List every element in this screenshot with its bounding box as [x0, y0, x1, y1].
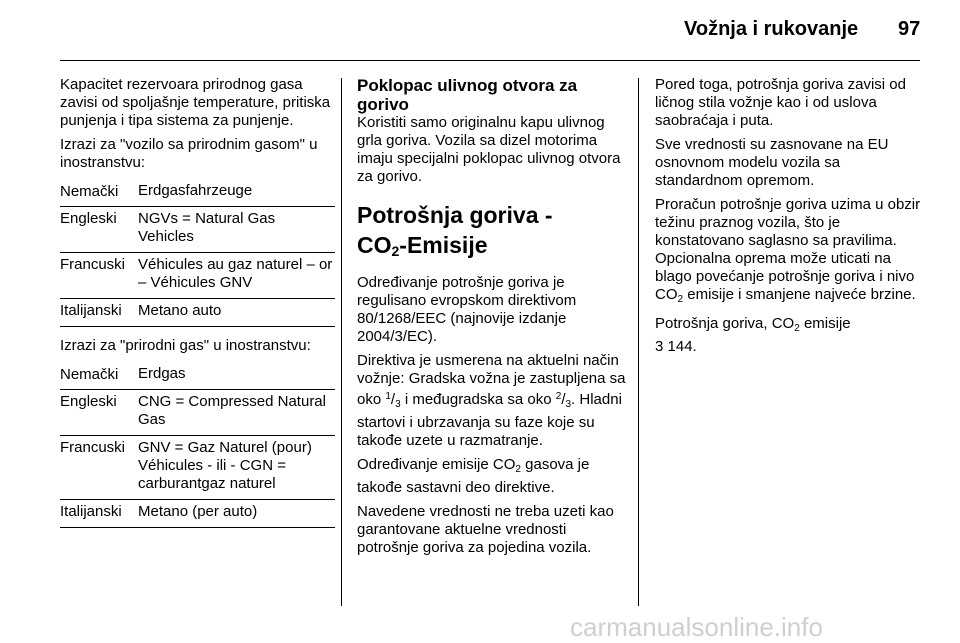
fraction-denominator: 3: [395, 399, 401, 410]
language-cell: Francuski: [60, 439, 126, 456]
subscript: 2: [515, 464, 521, 475]
column-divider-1: [341, 78, 342, 606]
text-run: emisije: [799, 315, 851, 332]
table1-heading: Izrazi za "vozilo sa prirodnim gasom" u inostranstvu:: [60, 136, 318, 171]
term-cell: CNG = Compressed Natural Gas: [138, 393, 326, 428]
table-row: [60, 390, 335, 436]
language-cell: Nemački: [60, 366, 119, 383]
term-cell: GNV = Gaz Naturel (pour) Véhicules - ili - CGN = carburantgaz naturel: [138, 439, 312, 492]
page-header-title: Vožnja i rukovanje: [684, 18, 859, 40]
table-row: [60, 253, 335, 299]
table-row: [60, 180, 335, 207]
table-row: [60, 299, 335, 327]
watermark: carmanualsonline.info: [570, 612, 823, 642]
term-cell: NGVs = Natural Gas Vehicles: [138, 210, 276, 245]
table2-heading: Izrazi za "prirodni gas" u inostranstvu:: [60, 337, 311, 354]
language-cell: Francuski: [60, 256, 126, 273]
directive-paragraph: Određivanje potrošnje goriva je regulisano evropskom direktivom 80/1268/EEC (najnovije izdanje 2004/3/EC).: [357, 274, 577, 345]
text-run: emisije i smanjene najveće brzine.: [683, 286, 916, 303]
disclaimer-paragraph: Navedene vrednosti ne treba uzeti kao garantovane aktuelne vrednosti potrošnje goriva za pojedina vozila.: [357, 503, 614, 556]
language-cell: Italijanski: [60, 302, 122, 319]
calculation-paragraph: [655, 196, 925, 309]
column-2: [357, 76, 629, 563]
fraction-numerator: 1: [385, 391, 391, 402]
chapter-heading-fuel-consumption: [357, 200, 629, 266]
text-run: Direktiva je usmerena na aktuelni način vožnje: Gradska vožna je zastupljena sa oko: [357, 352, 626, 408]
term-cell: Erdgasfahrzeuge: [138, 182, 253, 199]
chapter-heading-subscript: 2: [391, 243, 400, 259]
fuel-cap-paragraph: Koristiti samo originalnu kapu ulivnog grla goriva. Vozila sa dizel motorima imaju specijalni poklopac ulivnog otvora za gorivo.: [357, 114, 621, 185]
text-run: i međugradska sa oko: [400, 391, 556, 408]
column-1: [60, 76, 335, 538]
column-3: [655, 76, 925, 362]
fraction-numerator: 2: [555, 391, 562, 402]
term-cell: Erdgas: [138, 365, 186, 382]
table-row: [60, 500, 335, 528]
chapter-heading-co: CO: [357, 232, 392, 258]
table-row: [60, 207, 335, 253]
chapter-heading-line1: Potrošnja goriva -: [357, 202, 553, 228]
text-run: Proračun potrošnje goriva uzima u obzir težinu praznog vozila, što je konstatovano saglasno sa pravilima. Opcionalna oprema može uticati na blago povećanje potrošnje goriva i nivo CO: [655, 196, 921, 303]
table-row: [60, 363, 335, 390]
text-run: . Hladni startovi i ubrzavanja su faze koje su takođe uzete u razmatranje.: [357, 391, 622, 449]
driving-style-paragraph: Pored toga, potrošnja goriva zavisi od ličnog stila vožnje kao i od uslova saobraćaja i puta.: [655, 76, 906, 129]
term-cell: Metano (per auto): [138, 503, 258, 520]
header-divider: [60, 60, 920, 61]
driving-mode-paragraph: Direktiva je usmerena na aktuelni način vožnje: Gradska vožna je zastupljena sa oko $^1/_3$ i međugradska sa oko $^2/_3$. Hladni startovi i ubrzavanja su faze koje su takođe uzete u razmatranje.: [357, 352, 626, 449]
cross-reference-paragraph: [655, 315, 925, 356]
page-reference-link[interactable]: 144.: [667, 338, 697, 355]
language-cell: Engleski: [60, 210, 117, 227]
terms-table-vehicle: [60, 180, 335, 327]
text-run: gasova je takođe sastavni deo direktive.: [357, 456, 590, 496]
co2-directive-paragraph: [357, 456, 629, 497]
terms-table-gas: [60, 363, 335, 528]
page-number: 97: [898, 18, 921, 40]
page-reference-icon: 3: [655, 338, 664, 355]
subscript: 2: [794, 323, 800, 334]
section-heading-fuel-cap: Poklopac ulivnog otvora za gorivo: [357, 76, 578, 114]
text-run: Potrošnja goriva, CO: [655, 315, 795, 332]
column-divider-2: [638, 78, 639, 606]
text-run: Određivanje emisije CO: [357, 456, 516, 473]
term-cell: Véhicules au gaz naturel – or – Véhicules GNV: [138, 256, 333, 291]
language-cell: Engleski: [60, 393, 117, 410]
term-cell: Metano auto: [138, 302, 222, 319]
table-row: [60, 436, 335, 500]
chapter-heading-emissions: -Emisije: [399, 232, 488, 258]
intro-paragraph: Kapacitet rezervoara prirodnog gasa zavisi od spoljašnje temperature, pritiska punjenja i tipa sistema za punjenje.: [60, 76, 331, 129]
language-cell: Italijanski: [60, 503, 122, 520]
subscript: 2: [677, 294, 684, 305]
language-cell: Nemački: [60, 183, 119, 200]
fraction-denominator: 3: [565, 399, 572, 410]
eu-model-paragraph: Sve vrednosti su zasnovane na EU osnovnom modelu vozila sa standardnom opremom.: [655, 136, 889, 189]
